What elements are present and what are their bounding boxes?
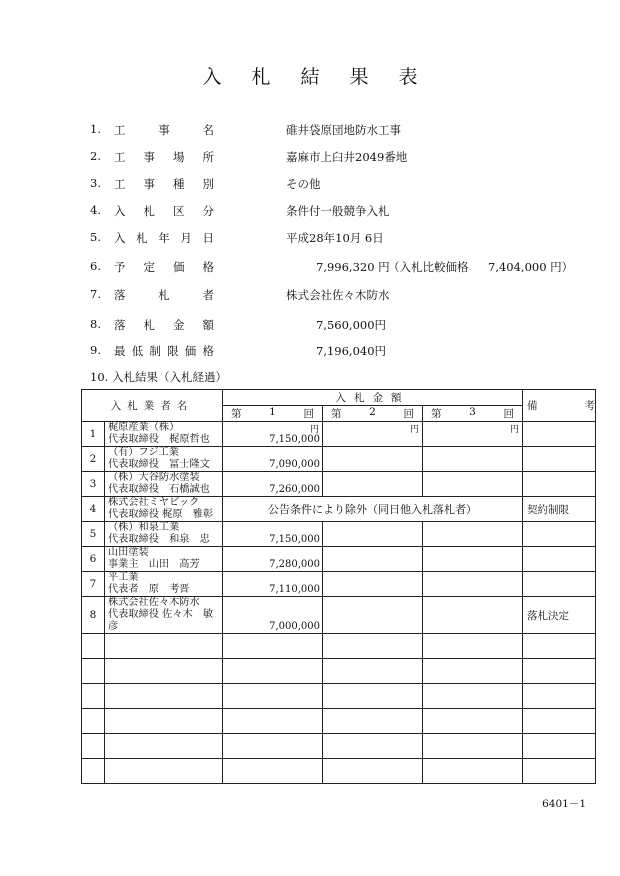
bid-amount-round-1 [223, 547, 323, 572]
bidder-cell [105, 709, 223, 734]
round-label-part: 第 [331, 408, 342, 420]
remark-cell [523, 709, 596, 734]
bid-value: 7,260,000 [269, 484, 320, 495]
bid-amount-round-3 [423, 522, 523, 547]
empty-row [82, 709, 596, 734]
bid-amount-round-3 [423, 547, 523, 572]
info-label-char: 工 [114, 123, 126, 137]
info-row [90, 259, 590, 277]
yen-unit: 円 [509, 425, 519, 435]
representative: 代表取締役 冨士隆文 [108, 459, 210, 470]
bid-amount-round-1 [223, 709, 323, 734]
bidder-cell [105, 497, 223, 522]
info-value: 嘉麻市上臼井2049番地 [286, 150, 408, 164]
representative: 代表取締役 石橋誠也 [108, 484, 210, 495]
info-label-char: 価 [173, 260, 185, 274]
remark-cell [523, 759, 596, 784]
info-label-char: 所 [202, 150, 214, 164]
bidder-cell [105, 734, 223, 759]
bid-amount-round-3 [423, 709, 523, 734]
info-label-char: 事 [158, 123, 170, 137]
info-label-char: 月 [180, 231, 192, 245]
info-row [90, 343, 590, 361]
info-row [90, 122, 590, 140]
info-label-char: 場 [173, 150, 185, 164]
info-number: 5. [90, 230, 101, 244]
remark-cell [523, 684, 596, 709]
info-number: 8. [90, 317, 101, 331]
row-number [82, 709, 105, 734]
table-row [82, 522, 596, 547]
bidder-cell [105, 547, 223, 572]
info-label-char: 定 [143, 260, 155, 274]
company-name: （株）大谷防水塗装 [108, 472, 200, 483]
round-label-part: 2 [369, 406, 376, 418]
bid-value: 7,000,000 [269, 621, 320, 632]
bid-amount-round-3 [423, 572, 523, 597]
row-number: 2 [82, 447, 105, 472]
info-label [114, 343, 214, 359]
bidder-cell [105, 759, 223, 784]
info-label [114, 203, 214, 219]
info-value: 7,560,000円 [316, 318, 387, 332]
round-label-part: 3 [469, 406, 476, 418]
info-label-char: 札 [143, 204, 155, 218]
info-label-char: 予 [114, 260, 126, 274]
bid-amount-round-2 [323, 634, 423, 659]
round-label-part: 回 [503, 408, 514, 420]
info-label-char: 落 [114, 288, 126, 302]
empty-row [82, 759, 596, 784]
header-remark [523, 390, 596, 422]
info-label [114, 122, 214, 138]
bid-amount-round-2 [323, 422, 423, 447]
row-number: 7 [82, 572, 105, 597]
bid-amount-round-3 [423, 684, 523, 709]
info-label-char: 工 [114, 150, 126, 164]
bid-amount-round-1 [223, 659, 323, 684]
results-heading: 10. 入札結果（入札経過） [90, 370, 227, 384]
info-label-char: 別 [202, 177, 214, 191]
bid-amount-round-2 [323, 597, 423, 634]
bid-amount-round-3 [423, 759, 523, 784]
round-label-part: 回 [303, 408, 314, 420]
bid-value: 7,150,000 [269, 534, 320, 545]
round-label-part: 第 [231, 408, 242, 420]
row-number [82, 759, 105, 784]
info-label-char: 入 [114, 231, 126, 245]
bid-amount-round-2 [323, 759, 423, 784]
bid-amount-round-1 [223, 422, 323, 447]
info-number: 1. [90, 122, 101, 136]
bidder-cell [105, 684, 223, 709]
info-row [90, 287, 590, 305]
header-amount: 入札金額 [223, 390, 523, 406]
company-name: 株式会社ミヤビック [108, 497, 200, 508]
row-number [82, 734, 105, 759]
bidder-cell [105, 597, 223, 634]
page-title: 入札結果表 [202, 66, 448, 88]
remark-cell: 落札決定 [523, 597, 596, 634]
info-label-char: 札 [143, 318, 155, 332]
row-number: 8 [82, 597, 105, 634]
representative: 代表取締役 梶原 雅彰 [108, 509, 214, 520]
info-value: その他 [286, 177, 321, 191]
row-number [82, 684, 105, 709]
header-round-1 [223, 406, 323, 422]
info-number: 7. [90, 287, 101, 301]
bid-amount-round-2 [323, 659, 423, 684]
bidder-cell [105, 447, 223, 472]
header-remark-right: 考 [584, 400, 595, 412]
bid-amount-round-1 [223, 447, 323, 472]
remark-cell: 契約制限 [523, 497, 596, 522]
info-label-char: 入 [114, 204, 126, 218]
info-value: 7,196,040円 [316, 344, 387, 358]
info-label-char: 制 [149, 344, 161, 358]
bidder-cell [105, 522, 223, 547]
empty-row [82, 659, 596, 684]
company-name: 平工業 [108, 572, 139, 583]
bid-amount-round-1 [223, 572, 323, 597]
info-label [114, 287, 214, 303]
info-label-char: 札 [158, 288, 170, 302]
round-label-part: 回 [403, 408, 414, 420]
info-label-char: 年 [158, 231, 170, 245]
row-number: 5 [82, 522, 105, 547]
info-value: 平成28年10月 6日 [286, 231, 384, 245]
info-value: 条件付一般競争入札 [286, 204, 390, 218]
remark-cell [523, 447, 596, 472]
info-label-char: 金 [173, 318, 185, 332]
bid-amount-round-2 [323, 522, 423, 547]
bid-amount-round-1 [223, 684, 323, 709]
bid-value: 7,090,000 [269, 459, 320, 470]
representative: 代表者 原 考晋 [108, 584, 190, 595]
row-number [82, 659, 105, 684]
row-number: 3 [82, 472, 105, 497]
table-row [82, 447, 596, 472]
info-row [90, 149, 590, 167]
info-value: 碓井袋原団地防水工事 [286, 123, 401, 137]
header-bidder: 入札業者名 [82, 390, 223, 422]
bid-amount-round-1 [223, 522, 323, 547]
info-value: 7,996,320 円 [316, 260, 390, 274]
info-label-char: 額 [202, 318, 214, 332]
info-label-char: 分 [202, 204, 214, 218]
bidder-cell [105, 634, 223, 659]
bid-amount-round-2 [323, 572, 423, 597]
remark-cell [523, 572, 596, 597]
info-row [90, 230, 590, 248]
empty-row [82, 684, 596, 709]
table-row [82, 597, 596, 634]
info-label-char: 区 [173, 204, 185, 218]
info-row [90, 203, 590, 221]
company-name: 梶原産業（株） [108, 422, 180, 433]
bid-amount-round-2 [323, 734, 423, 759]
info-label-char: 者 [202, 288, 214, 302]
bidder-cell [105, 472, 223, 497]
info-label-char: 種 [173, 177, 185, 191]
remark-cell [523, 547, 596, 572]
info-label-char: 格 [202, 344, 214, 358]
representative: 代表取締役 和泉 忠 [108, 534, 210, 545]
table-row [82, 497, 596, 522]
bid-amount-round-3 [423, 734, 523, 759]
yen-unit: 円 [309, 425, 319, 435]
bid-amount-round-2 [323, 684, 423, 709]
info-label-char: 限 [167, 344, 179, 358]
exclusion-note: 公告条件により除外（同日他入札落札者） [223, 497, 523, 522]
bid-amount-round-3 [423, 472, 523, 497]
header-round-3 [423, 406, 523, 422]
bidder-cell [105, 422, 223, 447]
row-number [82, 634, 105, 659]
header-round-2 [323, 406, 423, 422]
info-label [114, 176, 214, 192]
company-name: 株式会社佐々木防水 [108, 597, 200, 608]
bid-amount-round-1 [223, 759, 323, 784]
round-label-part: 1 [269, 406, 276, 418]
info-label-char: 落 [114, 318, 126, 332]
bid-amount-round-1 [223, 634, 323, 659]
bid-amount-round-3 [423, 422, 523, 447]
info-label-char: 最 [114, 344, 126, 358]
bid-amount-round-2 [323, 447, 423, 472]
company-name: （有）フジ工業 [108, 447, 179, 458]
bid-amount-round-1 [223, 734, 323, 759]
company-name: （株）和泉工業 [108, 522, 180, 533]
info-label [114, 149, 214, 165]
bid-value: 7,110,000 [269, 584, 320, 595]
info-row [90, 317, 590, 335]
round-label-part: 第 [431, 408, 442, 420]
empty-row [82, 634, 596, 659]
info-value: 株式会社佐々木防水 [286, 288, 390, 302]
info-label-char: 格 [202, 260, 214, 274]
table-row [82, 547, 596, 572]
info-label-char: 事 [143, 150, 155, 164]
info-number: 9. [90, 343, 101, 357]
table-row [82, 422, 596, 447]
bid-results-table [81, 389, 596, 784]
empty-row [82, 734, 596, 759]
info-row [90, 176, 590, 194]
bidder-cell [105, 572, 223, 597]
info-compare-value: 7,404,000 円） [488, 260, 574, 274]
bid-amount-round-1 [223, 597, 323, 634]
company-name: 山田塗装 [108, 547, 149, 558]
bid-amount-round-3 [423, 659, 523, 684]
row-number: 1 [82, 422, 105, 447]
row-number: 6 [82, 547, 105, 572]
info-label-char: 価 [184, 344, 197, 358]
remark-cell [523, 659, 596, 684]
remark-cell [523, 472, 596, 497]
bid-amount-round-2 [323, 472, 423, 497]
bid-value: 7,280,000 [269, 559, 320, 570]
representative: 事業主 山田 高芳 [108, 559, 200, 570]
bidder-cell [105, 659, 223, 684]
document-number: 6401－1 [542, 798, 586, 810]
info-label-char: 札 [136, 231, 148, 245]
info-label-char: 低 [131, 344, 144, 358]
info-label [114, 317, 214, 333]
info-label-char: 名 [202, 123, 214, 137]
info-number: 4. [90, 203, 101, 217]
header-remark-left: 備 [527, 400, 538, 412]
bid-amount-round-3 [423, 597, 523, 634]
row-number: 4 [82, 497, 105, 522]
bid-amount-round-2 [323, 709, 423, 734]
bid-amount-round-1 [223, 472, 323, 497]
remark-cell [523, 734, 596, 759]
bid-value: 7,150,000 [269, 434, 320, 445]
bid-amount-round-2 [323, 547, 423, 572]
representative: 代表取締役 佐々木 敏彦 [108, 609, 214, 632]
yen-unit: 円 [409, 425, 419, 435]
info-number: 6. [90, 259, 101, 273]
table-row [82, 572, 596, 597]
remark-cell [523, 634, 596, 659]
info-number: 3. [90, 176, 101, 190]
bid-amount-round-3 [423, 447, 523, 472]
info-compare-label: （入札比較価格 [388, 260, 469, 274]
info-label [114, 259, 214, 275]
table-row [82, 472, 596, 497]
representative: 代表取締役 梶原哲也 [108, 434, 210, 445]
info-number: 2. [90, 149, 101, 163]
info-label-char: 事 [143, 177, 155, 191]
remark-cell [523, 522, 596, 547]
info-label [114, 230, 214, 246]
info-label-char: 日 [202, 231, 214, 245]
remark-cell [523, 422, 596, 447]
info-label-char: 工 [114, 177, 126, 191]
bid-amount-round-3 [423, 634, 523, 659]
